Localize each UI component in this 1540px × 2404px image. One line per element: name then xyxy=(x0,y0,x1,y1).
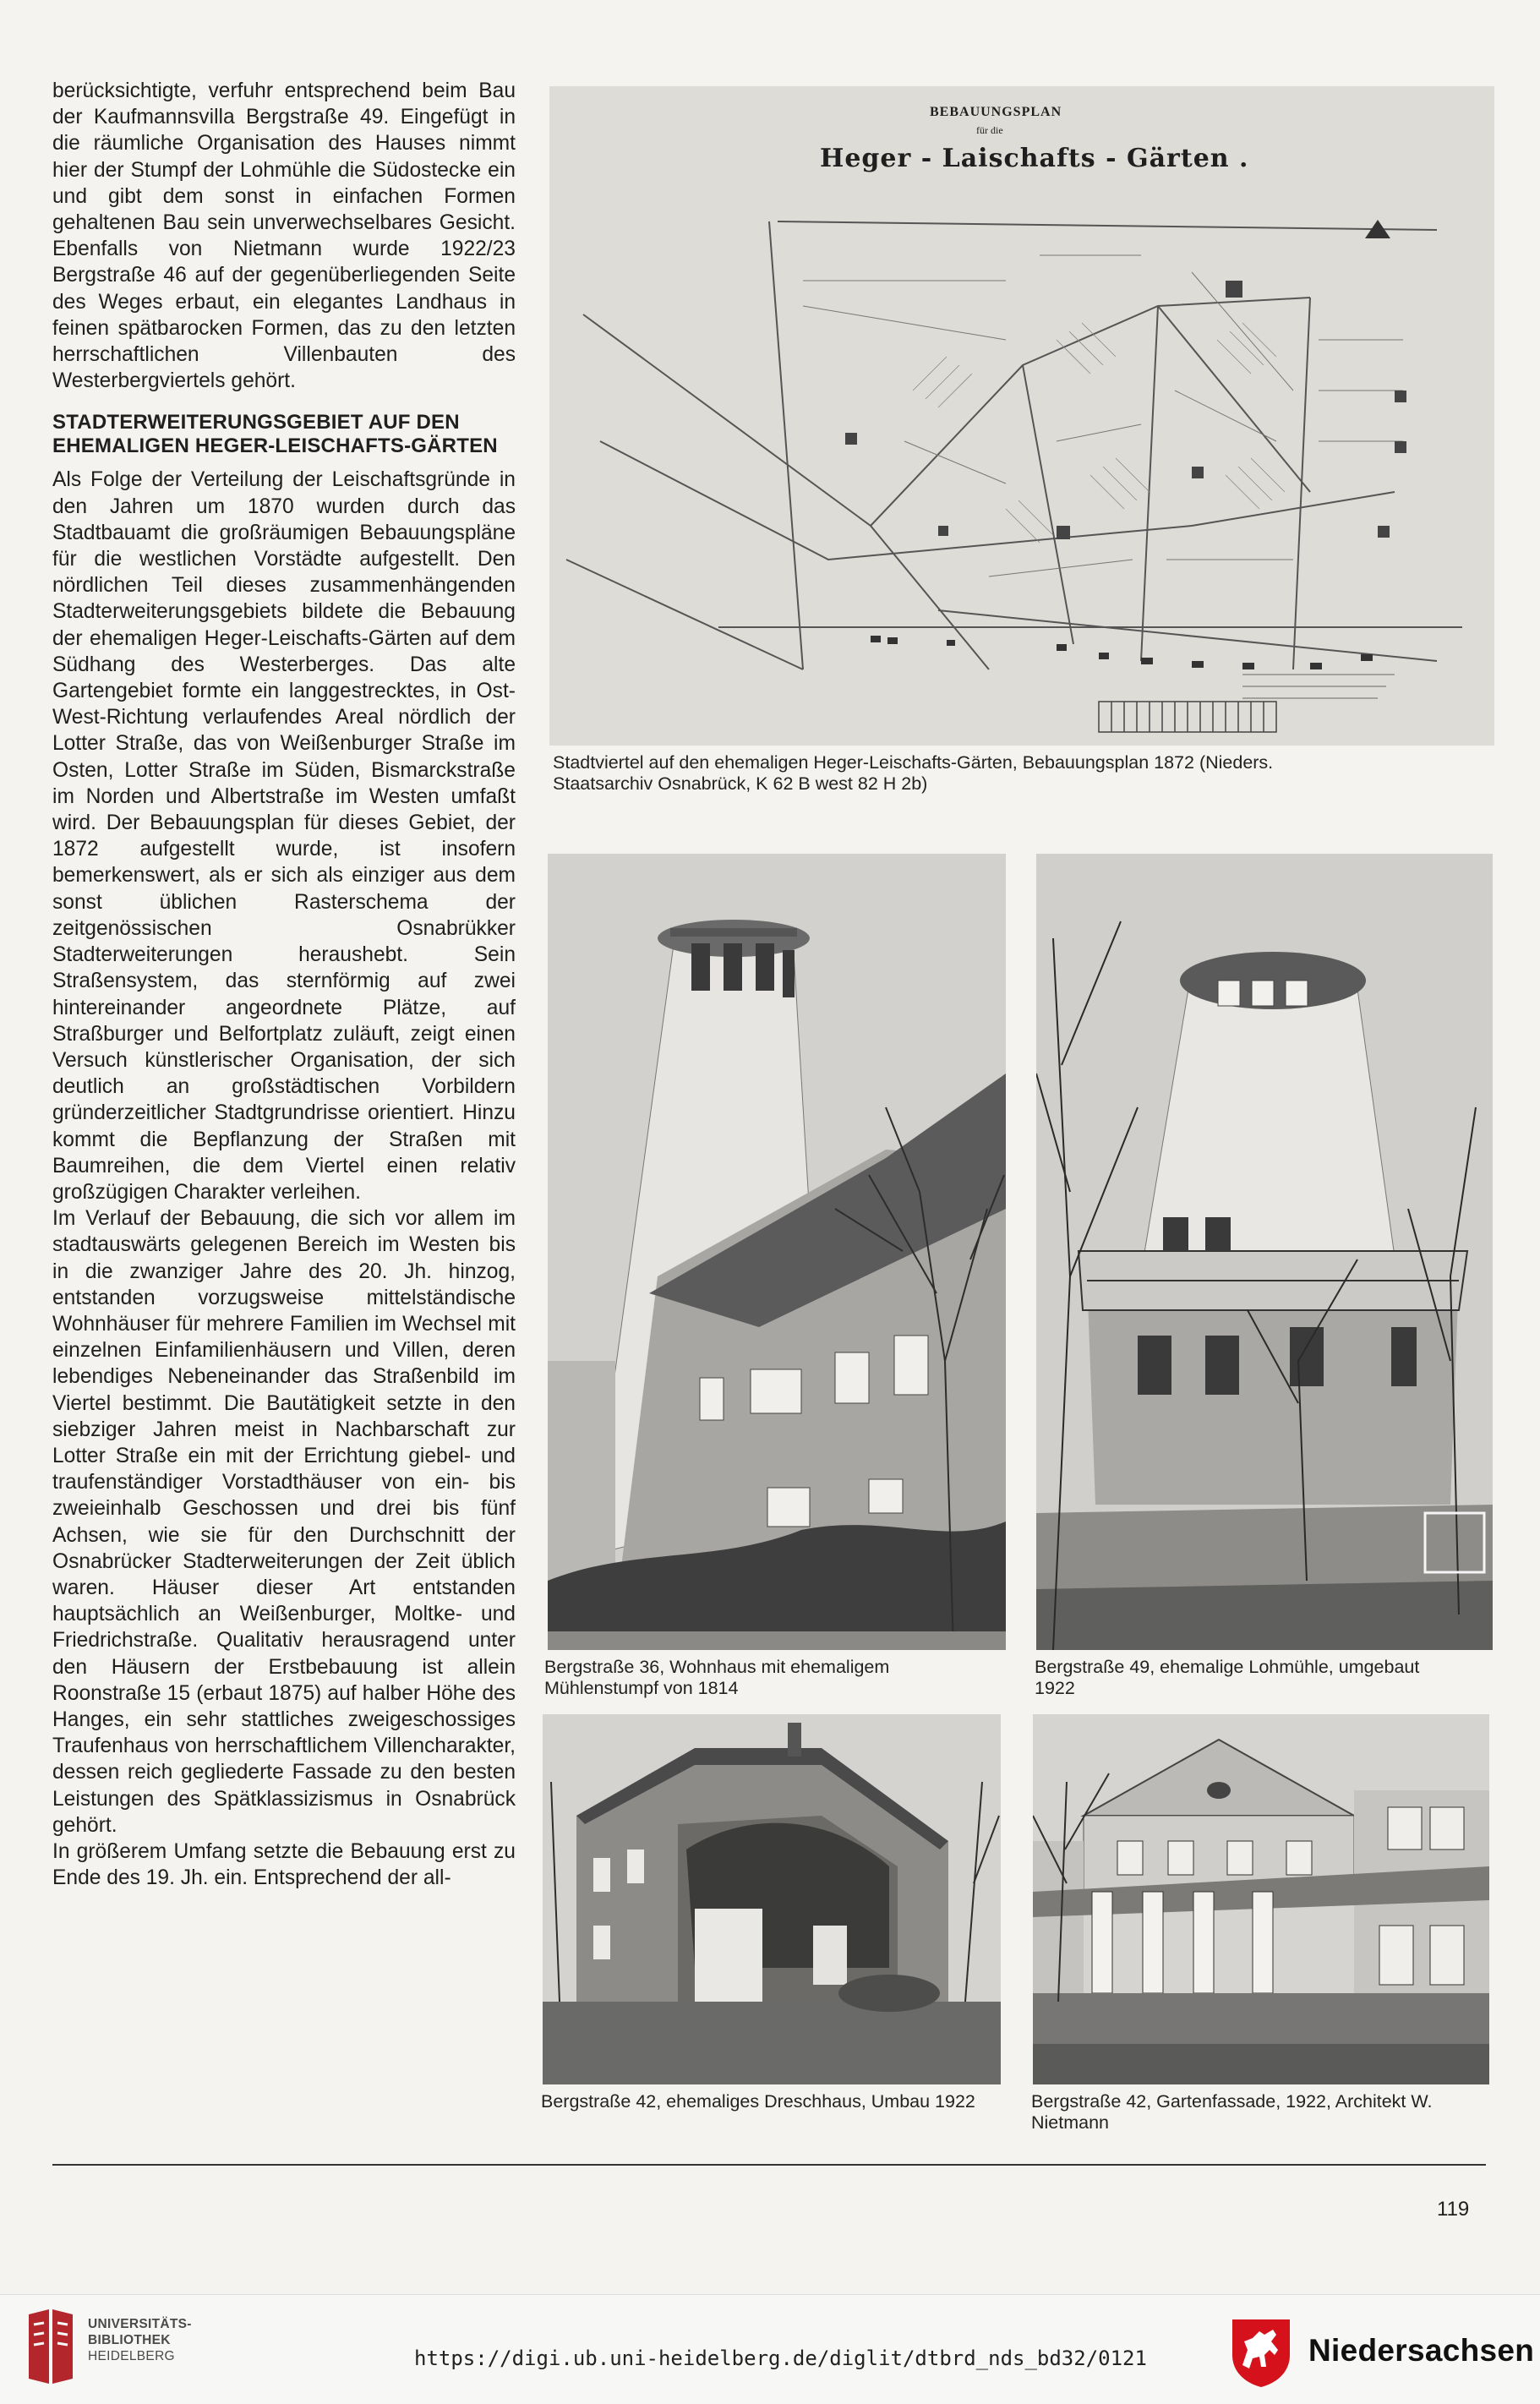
university-library-name[interactable] xyxy=(88,2316,192,2364)
photo-1-caption: Bergstraße 36, Wohnhaus mit ehemaligem Mühlenstumpf von 1814 xyxy=(544,1657,890,1698)
library-line-2: BIBLIOTHEK xyxy=(88,2333,171,2347)
map-caption: Stadtviertel auf den ehemaligen Heger-Leischafts-Gärten, Bebauungsplan 1872 (Nieders. Staatsarchiv Osnabrück, K 62 B west 82 H 2b) xyxy=(553,752,1274,794)
photo-2-caption: Bergstraße 49, ehemalige Lohmühle, umgebaut 1922 xyxy=(1035,1657,1420,1698)
library-line-3: HEIDELBERG xyxy=(88,2349,175,2363)
body-paragraph: Als Folge der Verteilung der Leischaftsgründe in den Jahren um 1870 wurden durch das Stadtbauamt die großräumigen Bebauungspläne für die westlichen Vorstädte aufgestellt. Den nördlichen Teil dieses zusammenhängenden Stadterweiterungsgebiets bildete die Bebauung der ehemaligen Heger-Leischafts-Gärten auf dem Südhang des Westerberges. Das alte Gartengebiet formte ein langgestrecktes, in Ost-West-Richtung verlaufendes Areal nördlich der Lotter Straße, das von Weißenburger Straße im Osten, Lotter Straße im Süden, Bismarckstraße im Norden und Albertstraße im Westen umfaßt wird. Der Bebauungsplan für dieses Gebiet, der 1872 aufgestellt wurde, ist insofern bemerkenswert, als er sich als einziger aus dem sonst üblichen Rasterschema der zeitgenössischen Osnabrükker Stadterweiterungen heraushebt. Sein Straßensystem, das sternförmig auf zwei hintereinander angeordnete Plätze, auf Straßburger und Belfortplatz zuläuft, zeigt einen Versuch künstlerischer Organisation, der sich deutlich an großstädtischen Vorbildern gründerzeitlicher Stadtgrundrisse orientiert. Hinzu kommt die Bepflanzung der Straßen mit Baumreihen, die dem Viertel einen relativ großzügigen Charakter verleihen. xyxy=(52,468,516,1204)
bottom-rule xyxy=(52,2164,1486,2166)
development-plan-map xyxy=(549,86,1494,746)
photo-bergstrasse-49 xyxy=(1036,854,1493,1650)
body-paragraph: Im Verlauf der Bebauung, die sich vor allem im stadtauswärts gelegenen Bereich im Westen bis in die zwanziger Jahre des 20. Jh. hinzog, entstanden vorzugsweise mittelständische Wohnhäuser für mehrere Familien im Wechsel mit einzelnen Einfamilienhäusern und Villen, deren lebendiges Nebeneinander das Straßenbild im Viertel bestimmt. Die Bautätigkeit setzte in den siebziger Jahren meist in Nachbarschaft zur Lotter Straße ein mit der Errichtung giebel- und traufenständiger Vorstadthäuser von ein- bis zweieinhalb Geschossen und drei bis fünf Achsen, wie sie für den Durchschnitt der Osnabrücker Stadterweiterungen der Zeit üblich waren. Häuser dieser Art entstanden hauptsächlich an Weißenburger, Moltke- und Friedrichstraße. Qualitativ herausragend unter den Häusern der Erstbebauung ist allein Roonstraße 15 (erbaut 1875) auf halber Höhe des Hanges, ein sehr stattliches zweigeschossiges Traufenhaus von herrschaftlichem Villencharakter, dessen reich gegliederte Fassade zu den besten Leistungen des Spätklassizismus in Osnabrück gehört. xyxy=(52,1207,516,1837)
photo-3-caption: Bergstraße 42, ehemaliges Dreschhaus, Umbau 1922 xyxy=(541,2091,975,2112)
niedersachsen-label: Niedersachsen xyxy=(1308,2333,1535,2368)
niedersachsen-horse-crest-icon[interactable] xyxy=(1227,2316,1295,2389)
map-title-main: Heger - Laischafts - Gärten . xyxy=(820,144,1249,173)
body-text-column xyxy=(52,78,516,1891)
university-library-logo-icon[interactable] xyxy=(20,2306,79,2387)
photo-4-caption: Bergstraße 42, Gartenfassade, 1922, Architekt W. Nietmann xyxy=(1031,2091,1433,2133)
body-paragraph: In größerem Umfang setzte die Bebauung erst zu Ende des 19. Jh. ein. Entsprechend der all- xyxy=(52,1840,516,1890)
body-paragraph: berücksichtigte, verfuhr entsprechend beim Bau der Kaufmannsvilla Bergstraße 49. Eingefügt in die räumliche Organisation des Hauses nimmt hier der Stumpf der Lohmühle die Südostecke ein und gibt dem sonst in einfachen Formen gehaltenen Bau sein unverwechselbares Gesicht. Ebenfalls von Nietmann wurde 1922/23 Bergstraße 46 auf der gegenüberliegenden Seite des Weges erbaut, ein elegantes Landhaus in feinen spätbarocken Formen, das zu den letzten herrschaftlichen Villenbauten des Westerbergviertels gehört. xyxy=(52,79,516,393)
section-heading: STADTERWEITERUNGSGEBIET AUF DEN EHEMALIGEN HEGER-LEISCHAFTS-GÄRTEN xyxy=(52,411,498,458)
photo-bergstrasse-42-dreschhaus xyxy=(543,1714,1001,2084)
document-url-link[interactable]: https://digi.ub.uni-heidelberg.de/diglit/dtbrd_nds_bd32/0121 xyxy=(414,2347,1147,2370)
photo-bergstrasse-36 xyxy=(548,854,1006,1650)
page-number: 119 xyxy=(1437,2198,1470,2221)
map-title-sub: für die xyxy=(976,124,1003,136)
map-title-small: BEBAUUNGSPLAN xyxy=(930,105,1062,119)
library-line-1: UNIVERSITÄTS- xyxy=(88,2317,192,2331)
photo-bergstrasse-42-gartenfassade xyxy=(1033,1714,1489,2084)
